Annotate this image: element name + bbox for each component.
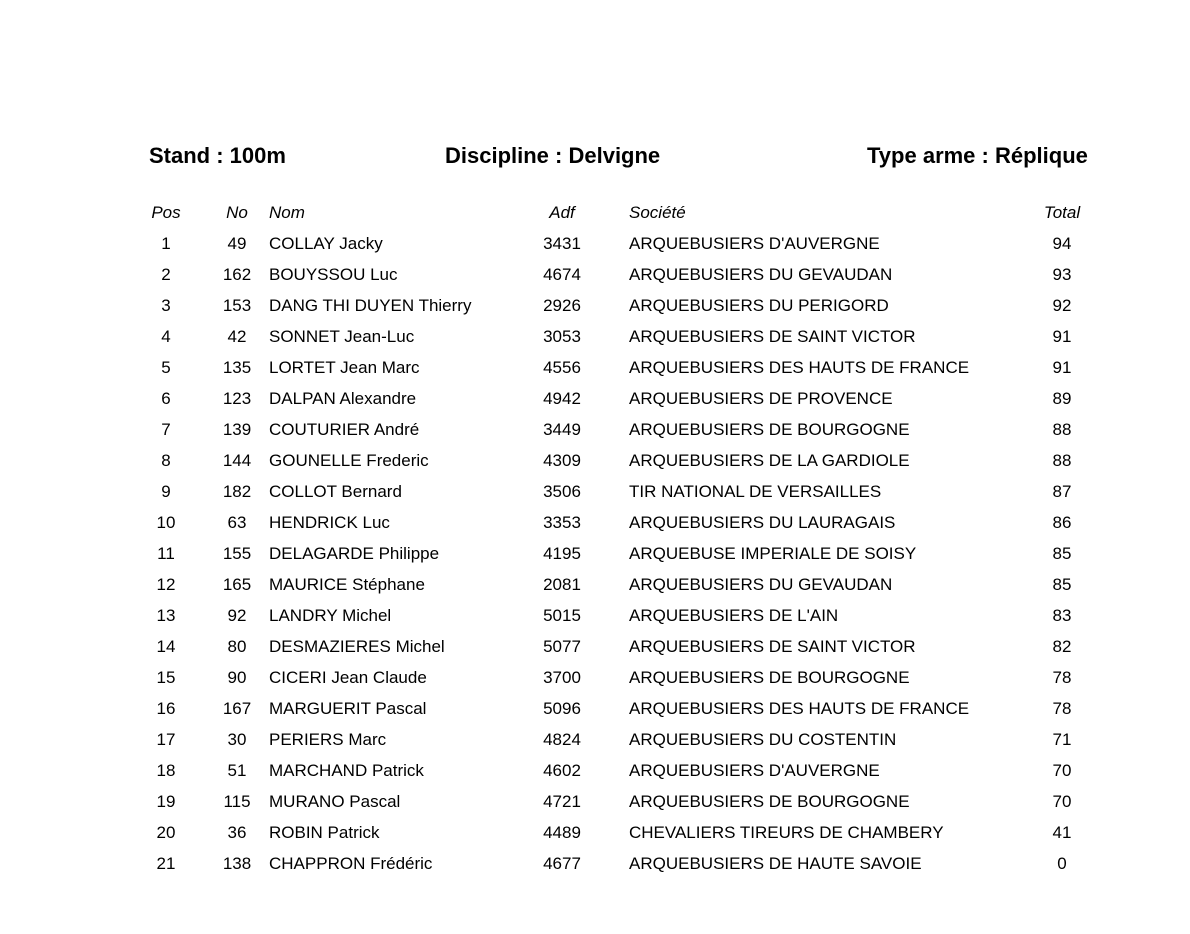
cell-pos: 17	[156, 730, 176, 749]
cell-nom: LORTET Jean Marc	[269, 358, 420, 377]
cell-adf: 5077	[543, 637, 581, 656]
cell-pos: 20	[156, 823, 176, 842]
cell-adf: 3431	[543, 234, 581, 253]
cell-nom: COUTURIER André	[269, 420, 420, 439]
cell-adf: 4195	[543, 544, 581, 563]
cell-nom: GOUNELLE Frederic	[269, 451, 429, 470]
cell-pos: 4	[161, 327, 171, 346]
cell-pos: 7	[161, 420, 171, 439]
column-header-adf: Adf	[549, 203, 575, 222]
cell-pos: 18	[156, 761, 176, 780]
cell-adf: 4556	[543, 358, 581, 377]
discipline-title: Discipline : Delvigne	[445, 143, 661, 168]
cell-adf: 5096	[543, 699, 581, 718]
cell-societe: ARQUEBUSIERS DE BOURGOGNE	[629, 792, 910, 811]
cell-societe: ARQUEBUSIERS DU GEVAUDAN	[629, 575, 893, 594]
cell-nom: CICERI Jean Claude	[269, 668, 427, 687]
cell-pos: 10	[156, 513, 176, 532]
cell-total: 89	[1052, 389, 1072, 408]
cell-total: 88	[1052, 420, 1072, 439]
cell-societe: TIR NATIONAL DE VERSAILLES	[629, 482, 882, 501]
cell-no: 92	[227, 606, 247, 625]
cell-no: 42	[227, 327, 247, 346]
cell-societe: ARQUEBUSIERS DU LAURAGAIS	[629, 513, 896, 532]
cell-total: 0	[1057, 854, 1067, 873]
cell-pos: 16	[156, 699, 176, 718]
cell-nom: PERIERS Marc	[269, 730, 387, 749]
cell-adf: 4489	[543, 823, 581, 842]
column-header-nom: Nom	[269, 203, 305, 222]
cell-total: 70	[1052, 792, 1072, 811]
cell-nom: DESMAZIERES Michel	[269, 637, 445, 656]
column-header-no: No	[226, 203, 248, 222]
cell-no: 138	[222, 854, 252, 873]
cell-no: 155	[222, 544, 252, 563]
cell-no: 49	[227, 234, 247, 253]
cell-societe: ARQUEBUSIERS DE BOURGOGNE	[629, 420, 910, 439]
cell-total: 78	[1052, 699, 1072, 718]
cell-total: 91	[1052, 358, 1072, 377]
cell-societe: ARQUEBUSIERS DE PROVENCE	[629, 389, 893, 408]
cell-nom: DANG THI DUYEN Thierry	[269, 296, 472, 315]
cell-nom: LANDRY Michel	[269, 606, 392, 625]
cell-adf: 4942	[543, 389, 581, 408]
cell-total: 85	[1052, 544, 1072, 563]
cell-pos: 21	[156, 854, 176, 873]
cell-no: 30	[227, 730, 247, 749]
cell-societe: ARQUEBUSIERS DE SAINT VICTOR	[629, 327, 916, 346]
cell-no: 182	[222, 482, 252, 501]
cell-no: 90	[227, 668, 247, 687]
cell-pos: 14	[156, 637, 176, 656]
cell-total: 93	[1052, 265, 1072, 284]
cell-societe: ARQUEBUSIERS D'AUVERGNE	[629, 761, 880, 780]
cell-societe: ARQUEBUSIERS DE BOURGOGNE	[629, 668, 910, 687]
cell-nom: SONNET Jean-Luc	[269, 327, 415, 346]
cell-pos: 6	[161, 389, 171, 408]
cell-societe: ARQUEBUSIERS DU GEVAUDAN	[629, 265, 893, 284]
cell-adf: 2926	[543, 296, 581, 315]
cell-total: 41	[1052, 823, 1072, 842]
cell-nom: CHAPPRON Frédéric	[269, 854, 433, 873]
cell-pos: 9	[161, 482, 171, 501]
cell-adf: 5015	[543, 606, 581, 625]
cell-nom: BOUYSSOU Luc	[269, 265, 398, 284]
cell-adf: 3053	[543, 327, 581, 346]
cell-no: 139	[222, 420, 252, 439]
cell-societe: ARQUEBUSIERS DE LA GARDIOLE	[629, 451, 910, 470]
cell-total: 85	[1052, 575, 1072, 594]
cell-no: 63	[227, 513, 247, 532]
cell-societe: CHEVALIERS TIREURS DE CHAMBERY	[629, 823, 944, 842]
cell-nom: HENDRICK Luc	[269, 513, 390, 532]
cell-adf: 3449	[543, 420, 581, 439]
cell-no: 153	[222, 296, 252, 315]
cell-total: 71	[1052, 730, 1072, 749]
cell-no: 36	[227, 823, 247, 842]
cell-adf: 4677	[543, 854, 581, 873]
cell-pos: 1	[161, 234, 171, 253]
cell-pos: 3	[161, 296, 171, 315]
cell-adf: 3353	[543, 513, 581, 532]
column-header-pos: Pos	[151, 203, 181, 222]
cell-no: 135	[222, 358, 252, 377]
cell-nom: COLLOT Bernard	[269, 482, 402, 501]
cell-total: 82	[1052, 637, 1072, 656]
cell-nom: ROBIN Patrick	[269, 823, 380, 842]
cell-nom: MARCHAND Patrick	[269, 761, 424, 780]
cell-total: 91	[1052, 327, 1072, 346]
cell-societe: ARQUEBUSIERS DU PERIGORD	[629, 296, 889, 315]
cell-societe: ARQUEBUSIERS DU COSTENTIN	[629, 730, 897, 749]
cell-total: 78	[1052, 668, 1072, 687]
cell-societe: ARQUEBUSIERS DES HAUTS DE FRANCE	[629, 699, 970, 718]
cell-societe: ARQUEBUSIERS DE HAUTE SAVOIE	[629, 854, 922, 873]
cell-nom: COLLAY Jacky	[269, 234, 383, 253]
cell-nom: MAURICE Stéphane	[269, 575, 425, 594]
cell-adf: 4824	[543, 730, 581, 749]
cell-no: 123	[222, 389, 252, 408]
cell-no: 167	[222, 699, 252, 718]
cell-total: 70	[1052, 761, 1072, 780]
cell-no: 80	[227, 637, 247, 656]
type-arme-title: Type arme : Réplique	[867, 143, 1088, 168]
cell-total: 86	[1052, 513, 1072, 532]
column-header-societe: Société	[629, 203, 686, 222]
cell-no: 51	[227, 761, 247, 780]
cell-total: 88	[1052, 451, 1072, 470]
cell-adf: 2081	[543, 575, 581, 594]
cell-adf: 4602	[543, 761, 581, 780]
cell-nom: DELAGARDE Philippe	[269, 544, 440, 563]
cell-societe: ARQUEBUSIERS D'AUVERGNE	[629, 234, 880, 253]
stand-title: Stand : 100m	[149, 143, 286, 168]
cell-adf: 4674	[543, 265, 581, 284]
cell-societe: ARQUEBUSIERS DES HAUTS DE FRANCE	[629, 358, 970, 377]
cell-adf: 4309	[543, 451, 581, 470]
cell-nom: DALPAN Alexandre	[269, 389, 417, 408]
cell-no: 165	[222, 575, 252, 594]
cell-nom: MARGUERIT Pascal	[269, 699, 427, 718]
cell-nom: MURANO Pascal	[269, 792, 401, 811]
cell-pos: 8	[161, 451, 171, 470]
cell-no: 115	[223, 792, 251, 811]
cell-pos: 12	[156, 575, 176, 594]
cell-pos: 11	[157, 544, 175, 563]
cell-pos: 13	[156, 606, 176, 625]
column-header-total: Total	[1043, 203, 1081, 222]
cell-pos: 2	[161, 265, 171, 284]
cell-total: 87	[1052, 482, 1072, 501]
cell-adf: 3506	[543, 482, 581, 501]
cell-adf: 3700	[543, 668, 581, 687]
cell-total: 94	[1052, 234, 1072, 253]
cell-total: 92	[1052, 296, 1072, 315]
cell-pos: 19	[156, 792, 176, 811]
cell-no: 162	[222, 265, 252, 284]
cell-no: 144	[222, 451, 252, 470]
cell-societe: ARQUEBUSIERS DE SAINT VICTOR	[629, 637, 916, 656]
cell-adf: 4721	[543, 792, 581, 811]
cell-societe: ARQUEBUSIERS DE L'AIN	[629, 606, 839, 625]
cell-societe: ARQUEBUSE IMPERIALE DE SOISY	[629, 544, 917, 563]
cell-pos: 15	[156, 668, 176, 687]
cell-pos: 5	[161, 358, 171, 377]
cell-total: 83	[1052, 606, 1072, 625]
